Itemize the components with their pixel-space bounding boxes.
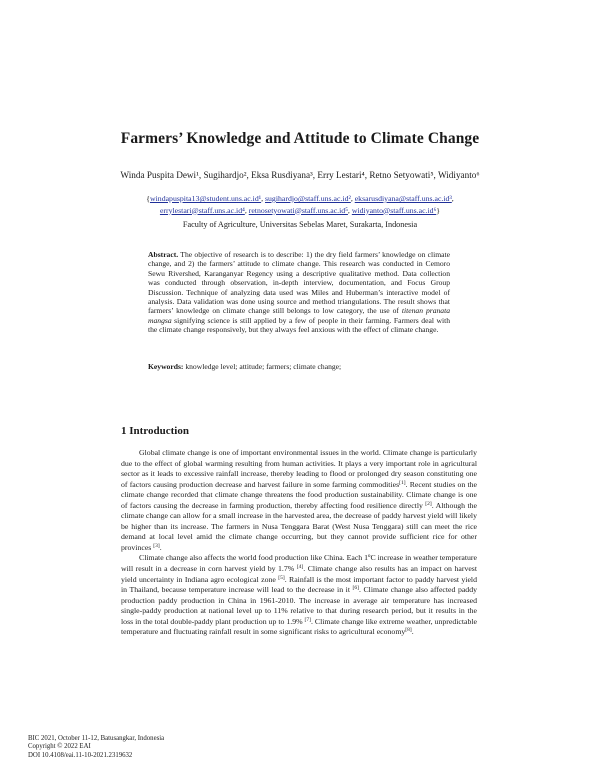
p1-text-c: . Although the climate change can allow for a small increase in the harvested area, the decrease of paddy harvest yield will likely be higher than its increase. The farmers in Nusa Tenggara Barat (West Nusa Tenggara) still can meet the rice demand at local level amid the climate change occurring, but they cannot provide sufficient rice for other provinces	[121, 500, 477, 552]
p2-text-e: . Climate change like extreme weather, unpredictable temperature and fluctuating rainfall result in some significant risks to agricultural economy	[121, 616, 477, 637]
p2-text-a: Climate change also affects the world food production like China. Each 1ºC increase in weather temperature will result in a decrease in corn harvest yield by 1.7%	[121, 553, 477, 574]
email-link-2[interactable]: sugihardjo@staff.uns.ac.id²	[265, 194, 351, 203]
keywords-label: Keywords:	[148, 362, 184, 371]
p2-text-d: . Climate change also affected paddy production paddy production in China in 1961-2010. The increase in average air temperature has increased single-paddy production at national level up to 11% relative to that during research period, but it results in the loss in the total double-paddy plant production up to 1.9%	[121, 585, 477, 626]
citation-4: [4]	[296, 564, 304, 571]
page-footer	[28, 735, 164, 760]
keywords-text: knowledge level; attitude; farmers; climate change;	[183, 362, 342, 371]
footer-doi: DOI 10.4108/eai.11-10-2021.2319632	[28, 751, 133, 759]
paragraph-1	[121, 448, 477, 553]
citation-7: [7]	[304, 616, 311, 623]
paragraph-2	[121, 553, 477, 637]
email-link-6[interactable]: widiyanto@staff.uns.ac.id⁶	[351, 205, 437, 215]
p2-text-f: .	[411, 627, 414, 637]
footer-copyright: Copyright © 2022 EAI	[28, 743, 91, 751]
section-heading-introduction: 1 Introduction	[121, 425, 189, 437]
citation-2: [2]	[425, 500, 432, 507]
email-link-5[interactable]: retnosetyowati@staff.uns.ac.id⁵	[248, 205, 348, 215]
p2-text-c: . Rainfall is the most important factor to paddy harvest yield in Thailand, because temperature increase will lead to the decrease in it	[121, 574, 477, 595]
email-link-1[interactable]: windapuspita13@student.uns.ac.id¹	[150, 194, 262, 203]
citation-1: [1]	[399, 479, 406, 486]
abstract	[148, 250, 450, 335]
abstract-italic-term: titenan pranata mangsa	[148, 306, 450, 325]
abstract-label: Abstract.	[148, 250, 179, 259]
abstract-text-1: The objective of research is to describe: 1) the dry field farmers’ knowledge on climate change, and 2) the farmers’ attitude to climate change. This research was conducted in Cemoro Sewu Rivershed, Karanganyar Regency using a descriptive qualitative method. Data collection was conducted through observation, in-depth interview, documentation, and Focus Group Discussion. Technique of analyzing data used was Miles and Huberman’s interactive model of analysis. Data validation was done using source and method triangulations. The result shows that farmers’ knowledge on climate change still belongs to low category, the use of	[148, 250, 450, 316]
p1-text-a: Global climate change is one of important environmental issues in the world. Climate change is particularly due to the effect of global warming resulting from human activities. It plays a very important role in agricultural sector as it leads to excessive rainfall increase, thereby leading to flood or prolonged dry season constituting one of factors causing production decrease and harvest failure in some farming commodities	[121, 448, 477, 489]
paper-title: Farmers’ Knowledge and Attitude to Climate Change	[120, 130, 480, 147]
emails-open-brace: {	[146, 194, 150, 203]
introduction-body	[121, 448, 477, 638]
emails-close-brace: }	[436, 205, 441, 215]
email-link-3[interactable]: eksarusdiyana@staff.uns.ac.id³	[354, 194, 452, 203]
p1-text-d: .	[159, 542, 162, 552]
citation-5: [5]	[278, 574, 285, 581]
p1-text-b: . Recent studies on the climate change recorded that climate change threatens the food production sustainability. Climate change is one of factors causing the decrease in farming production, thereby affecting food resilience directly	[121, 479, 477, 510]
citation-6: [6]	[352, 585, 359, 592]
affiliation: Faculty of Agriculture, Universitas Sebelas Maret, Surakarta, Indonesia	[182, 220, 418, 229]
keywords	[148, 362, 450, 371]
abstract-text-2: signifying science is still applied by a few of people in their farming. Farmers deal with the climate change responsively, but they always feel anxious with the effect of climate change.	[148, 315, 450, 335]
p2-text-b: . Climate change also results has an impact on harvest yield uncertainty in Indiana agro ecological zone	[121, 564, 478, 584]
citation-3: [3]	[153, 542, 160, 549]
author-list: Winda Puspita Dewi¹, Sugihardjo², Eksa Rusdiyana³, Erry Lestari⁴, Retno Setyowati⁵, Widiyanto⁶	[120, 170, 480, 180]
citation-8: [8]	[405, 627, 412, 634]
author-emails: {windapuspita13@student.uns.ac.id¹, sugihardjo@staff.uns.ac.id², eksarusdiyana@staff.uns.ac.id³, errylestari@staff.uns.ac.id⁴, retnosetyowati@staff.uns.ac.id⁵, widiyanto@staff.uns.ac.id⁶}	[146, 194, 454, 215]
email-link-4[interactable]: errylestari@staff.uns.ac.id⁴	[159, 205, 245, 215]
footer-conference: BIC 2021, October 11-12, Batusangkar, Indonesia	[28, 735, 165, 742]
